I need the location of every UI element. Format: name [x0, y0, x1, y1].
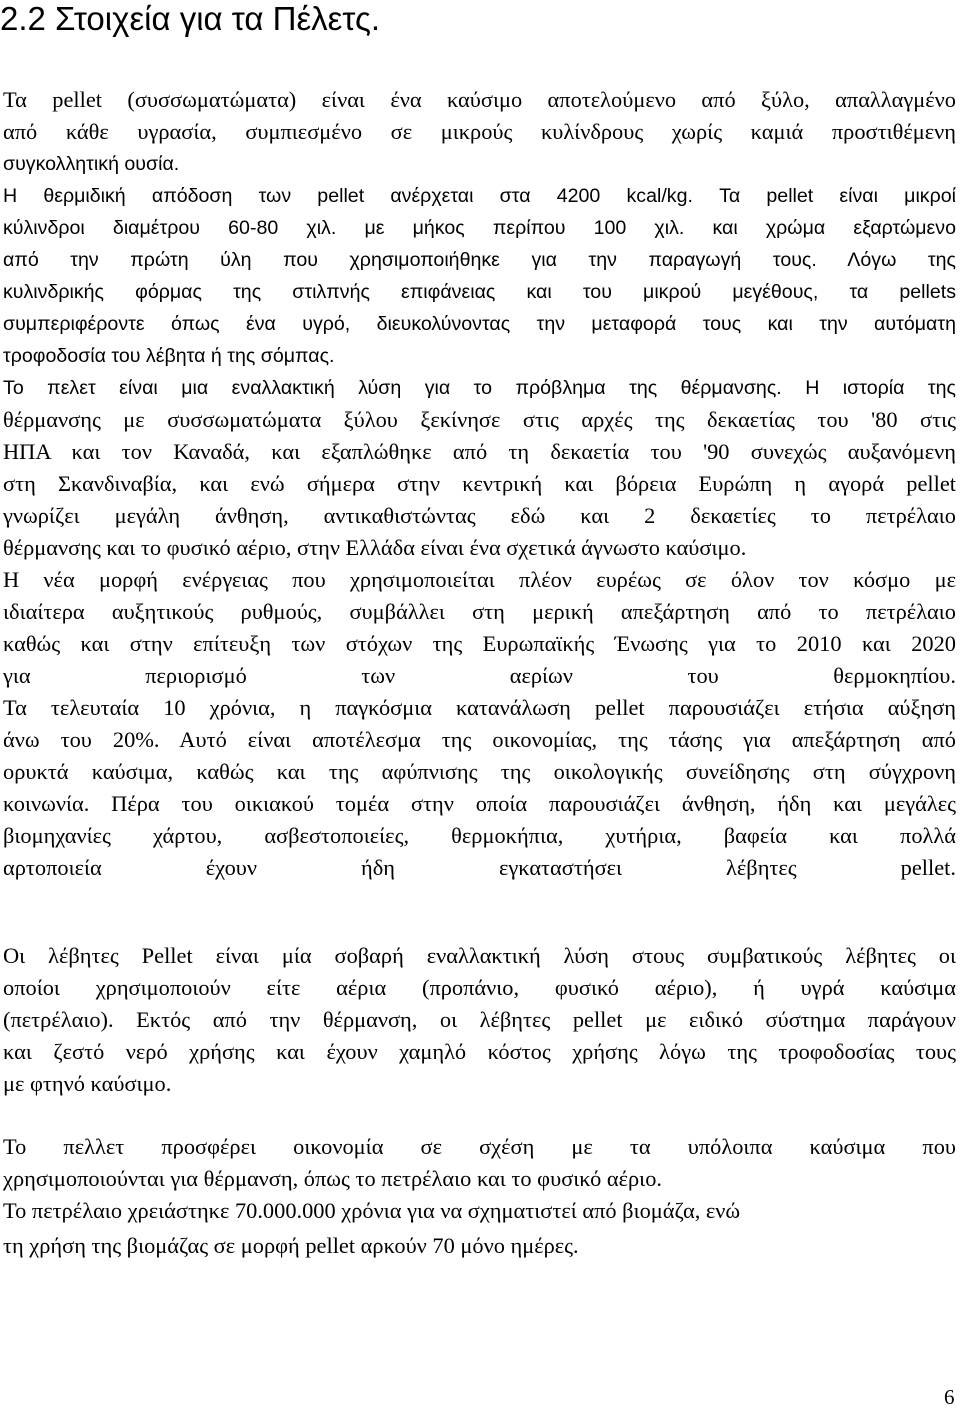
text-line: (πετρέλαιο). Εκτός από την θέρμανση, οι λέβητες pellet με ειδικό σύστημα παράγουν: [3, 1007, 956, 1032]
text-line: κυλινδρικής φόρμας της στιλπνής επιφάνειας και του μικρού μεγέθους, τα pellets: [3, 281, 956, 303]
text-line: Η θερμιδική απόδοση των pellet ανέρχεται στα 4200 kcal/kg. Τα pellet είναι μικροί: [3, 185, 956, 207]
text-line: κοινωνία. Πέρα του οικιακού τομέα στην οποία παρουσιάζει άνθηση, ήδη και μεγάλες: [3, 791, 956, 816]
text-line: τροφοδοσία του λέβητα ή της σόμπας.: [3, 345, 335, 367]
text-line: ορυκτά καύσιμα, καθώς και της αφύπνισης της οικολογικής συνείδησης στη σύγχρονη: [3, 759, 956, 784]
text-line: οποίοι χρησιμοποιούν είτε αέρια (προπάνιο, φυσικό αέριο), ή υγρά καύσιμα: [3, 975, 956, 1000]
text-line: Τα pellet (συσσωματώματα) είναι ένα καύσιμο αποτελούμενο από ξύλο, απαλλαγμένο: [3, 87, 956, 112]
text-line: ΗΠΑ και τον Καναδά, και εξαπλώθηκε από τη δεκαετία του '90 συνεχώς αυξανόμενη: [3, 439, 956, 464]
text-line: άνω του 20%. Αυτό είναι αποτέλεσμα της οικονομίας, της τάσης για απεξάρτηση από: [3, 727, 956, 752]
page-number: 6: [944, 1385, 955, 1409]
text-line: Το πελλετ προσφέρει οικονομία σε σχέση με τα υπόλοιπα καύσιμα που: [3, 1134, 956, 1159]
text-line: στη Σκανδιναβία, και ενώ σήμερα στην κεντρική και βόρεια Ευρώπη η αγορά pellet: [3, 471, 956, 496]
section-heading: 2.2 Στοιχεία για τα Πέλετς.: [0, 0, 381, 37]
text-line: Τα τελευταία 10 χρόνια, η παγκόσμια κατανάλωση pellet παρουσιάζει ετήσια αύξηση: [3, 695, 956, 720]
text-line: αρτοποιεία έχουν ήδη εγκαταστήσει λέβητες pellet.: [3, 855, 956, 880]
text-line: από την πρώτη ύλη που χρησιμοποιήθηκε για την παραγωγή τους. Λόγω της: [3, 249, 956, 271]
text-line: και ζεστό νερό χρήσης και έχουν χαμηλό κόστος χρήσης λόγω της τροφοδοσίας τους: [3, 1039, 956, 1064]
text-line: γνωρίζει μεγάλη άνθηση, αντικαθιστώντας εδώ και 2 δεκαετίες το πετρέλαιο: [3, 503, 956, 528]
text-line: Το πετρέλαιο χρειάστηκε 70.000.000 χρόνια για να σχηματιστεί από βιομάζα, ενώ: [3, 1198, 741, 1223]
text-line: με φτηνό καύσιμο.: [3, 1071, 172, 1096]
text-line: από κάθε υγρασία, συμπιεσμένο σε μικρούς κυλίνδρους χωρίς καμιά προστιθέμενη: [3, 119, 956, 144]
text-line: Το πελετ είναι μια εναλλακτική λύση για το πρόβλημα της θέρμανσης. Η ιστορία της: [3, 377, 956, 399]
text-line: συμπεριφέροντε όπως ένα υγρό, διευκολύνοντας την μεταφορά τους και την αυτόματη: [3, 313, 956, 335]
text-line: βιομηχανίες χάρτου, ασβεστοποιείες, θερμοκήπια, χυτήρια, βαφεία και πολλά: [3, 823, 956, 848]
text-line: καθώς και στην επίτευξη των στόχων της Ευρωπαϊκής Ένωσης για το 2010 και 2020: [3, 631, 956, 656]
text-line: ιδιαίτερα αυξητικούς ρυθμούς, συμβάλλει στη μερική απεξάρτηση από το πετρέλαιο: [3, 599, 956, 624]
text-line: θέρμανσης και το φυσικό αέριο, στην Ελλάδα είναι ένα σχετικά άγνωστο καύσιμο.: [3, 535, 747, 560]
text-line: Οι λέβητες Pellet είναι μία σοβαρή εναλλακτική λύση στους συμβατικούς λέβητες οι: [3, 943, 956, 968]
text-line: θέρμανσης με συσσωματώματα ξύλου ξεκίνησε στις αρχές της δεκαετίας του '80 στις: [3, 407, 956, 432]
text-line: τη χρήση της βιομάζας σε μορφή pellet αρκούν 70 μόνο ημέρες.: [3, 1233, 579, 1258]
text-line: συγκολλητική ουσία.: [3, 153, 180, 175]
text-line: χρησιμοποιούνται για θέρμανση, όπως το πετρέλαιο και το φυσικό αέριο.: [3, 1166, 662, 1191]
text-line: Η νέα μορφή ενέργειας που χρησιμοποιείται πλέον ευρέως σε όλον τον κόσμο με: [3, 567, 956, 592]
text-line: κύλινδροι διαμέτρου 60-80 χιλ. με μήκος περίπου 100 χιλ. και χρώμα εξαρτώμενο: [3, 217, 956, 239]
text-line: για περιορισμό των αερίων του θερμοκηπίου.: [3, 663, 956, 688]
